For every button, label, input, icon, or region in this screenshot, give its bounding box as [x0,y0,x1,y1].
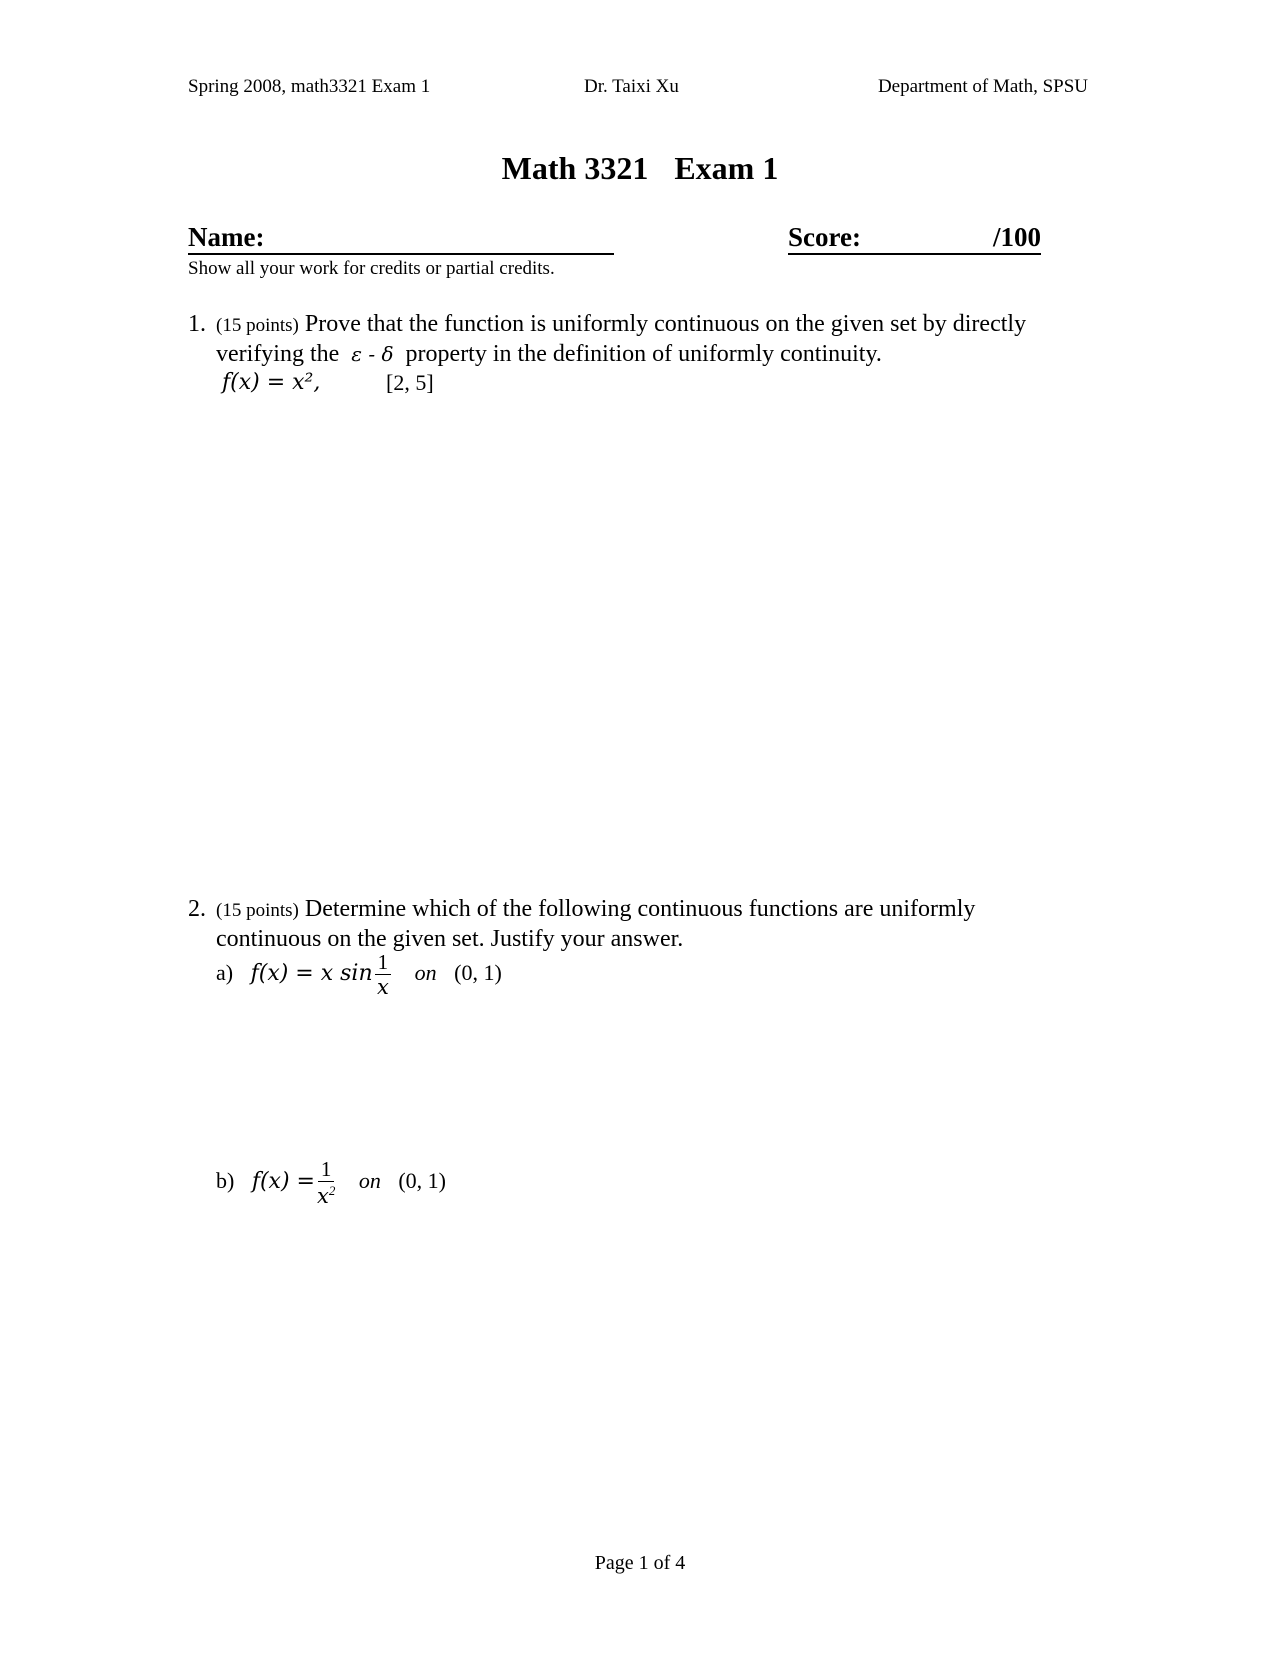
question-1-interval: [2, 5] [386,370,434,395]
question-text: property in the definition of uniformly continuity. [405,341,882,367]
header-instructor: Dr. Taixi Xu [584,76,679,97]
page-title [0,150,1280,187]
question-text: continuous on the given set. Justify your answer. [216,926,684,952]
question-2b [216,1159,446,1207]
function-lhs: f(x) = x sin [250,961,373,987]
exponent: 2 [328,1183,336,1198]
name-label: Name: [188,222,265,252]
function-lhs: f(x) = [251,1169,315,1195]
question-1 [188,310,1026,369]
header-course-info: Spring 2008, math3321 Exam 1 [188,76,431,97]
on-word: on [414,960,437,986]
part-label: b) [216,1168,235,1194]
part-label: a) [216,960,234,986]
question-number: 1. [188,311,206,337]
part-interval: (0, 1) [398,1168,446,1194]
question-1-function: f(x) = x², [222,370,321,395]
score-total: /100 [992,222,1041,252]
score-field [788,222,1041,255]
question-number: 2. [188,896,206,922]
title-course: Math 3321 [501,150,649,186]
page-number: Page 1 of 4 [594,1552,686,1574]
on-word: on [358,1168,381,1194]
question-2a [216,952,502,998]
fraction-denominator: $x^2$ [316,1183,336,1208]
header-department: Department of Math, SPSU [877,76,1088,97]
instructions: Show all your work for credits or partial credits. [188,258,555,279]
question-2 [188,895,975,954]
fraction-numerator: 1 [318,1159,335,1182]
question-text: Prove that the function is uniformly continuous on the given set by directly [304,311,1027,337]
question-text: verifying the [216,341,340,367]
score-label: Score: [788,222,861,252]
question-points: (15 points) [216,315,299,336]
title-exam: Exam 1 [674,150,779,186]
epsilon-delta-symbol: ε - δ [351,342,394,366]
question-text: Determine which of the following continuous functions are uniformly [304,896,976,922]
fraction [317,1159,335,1207]
fraction [375,952,392,998]
fraction-numerator: 1 [375,952,392,975]
question-points: (15 points) [216,900,299,921]
fraction-denominator: x [376,975,389,999]
name-field[interactable] [188,222,614,255]
part-interval: (0, 1) [454,960,502,986]
